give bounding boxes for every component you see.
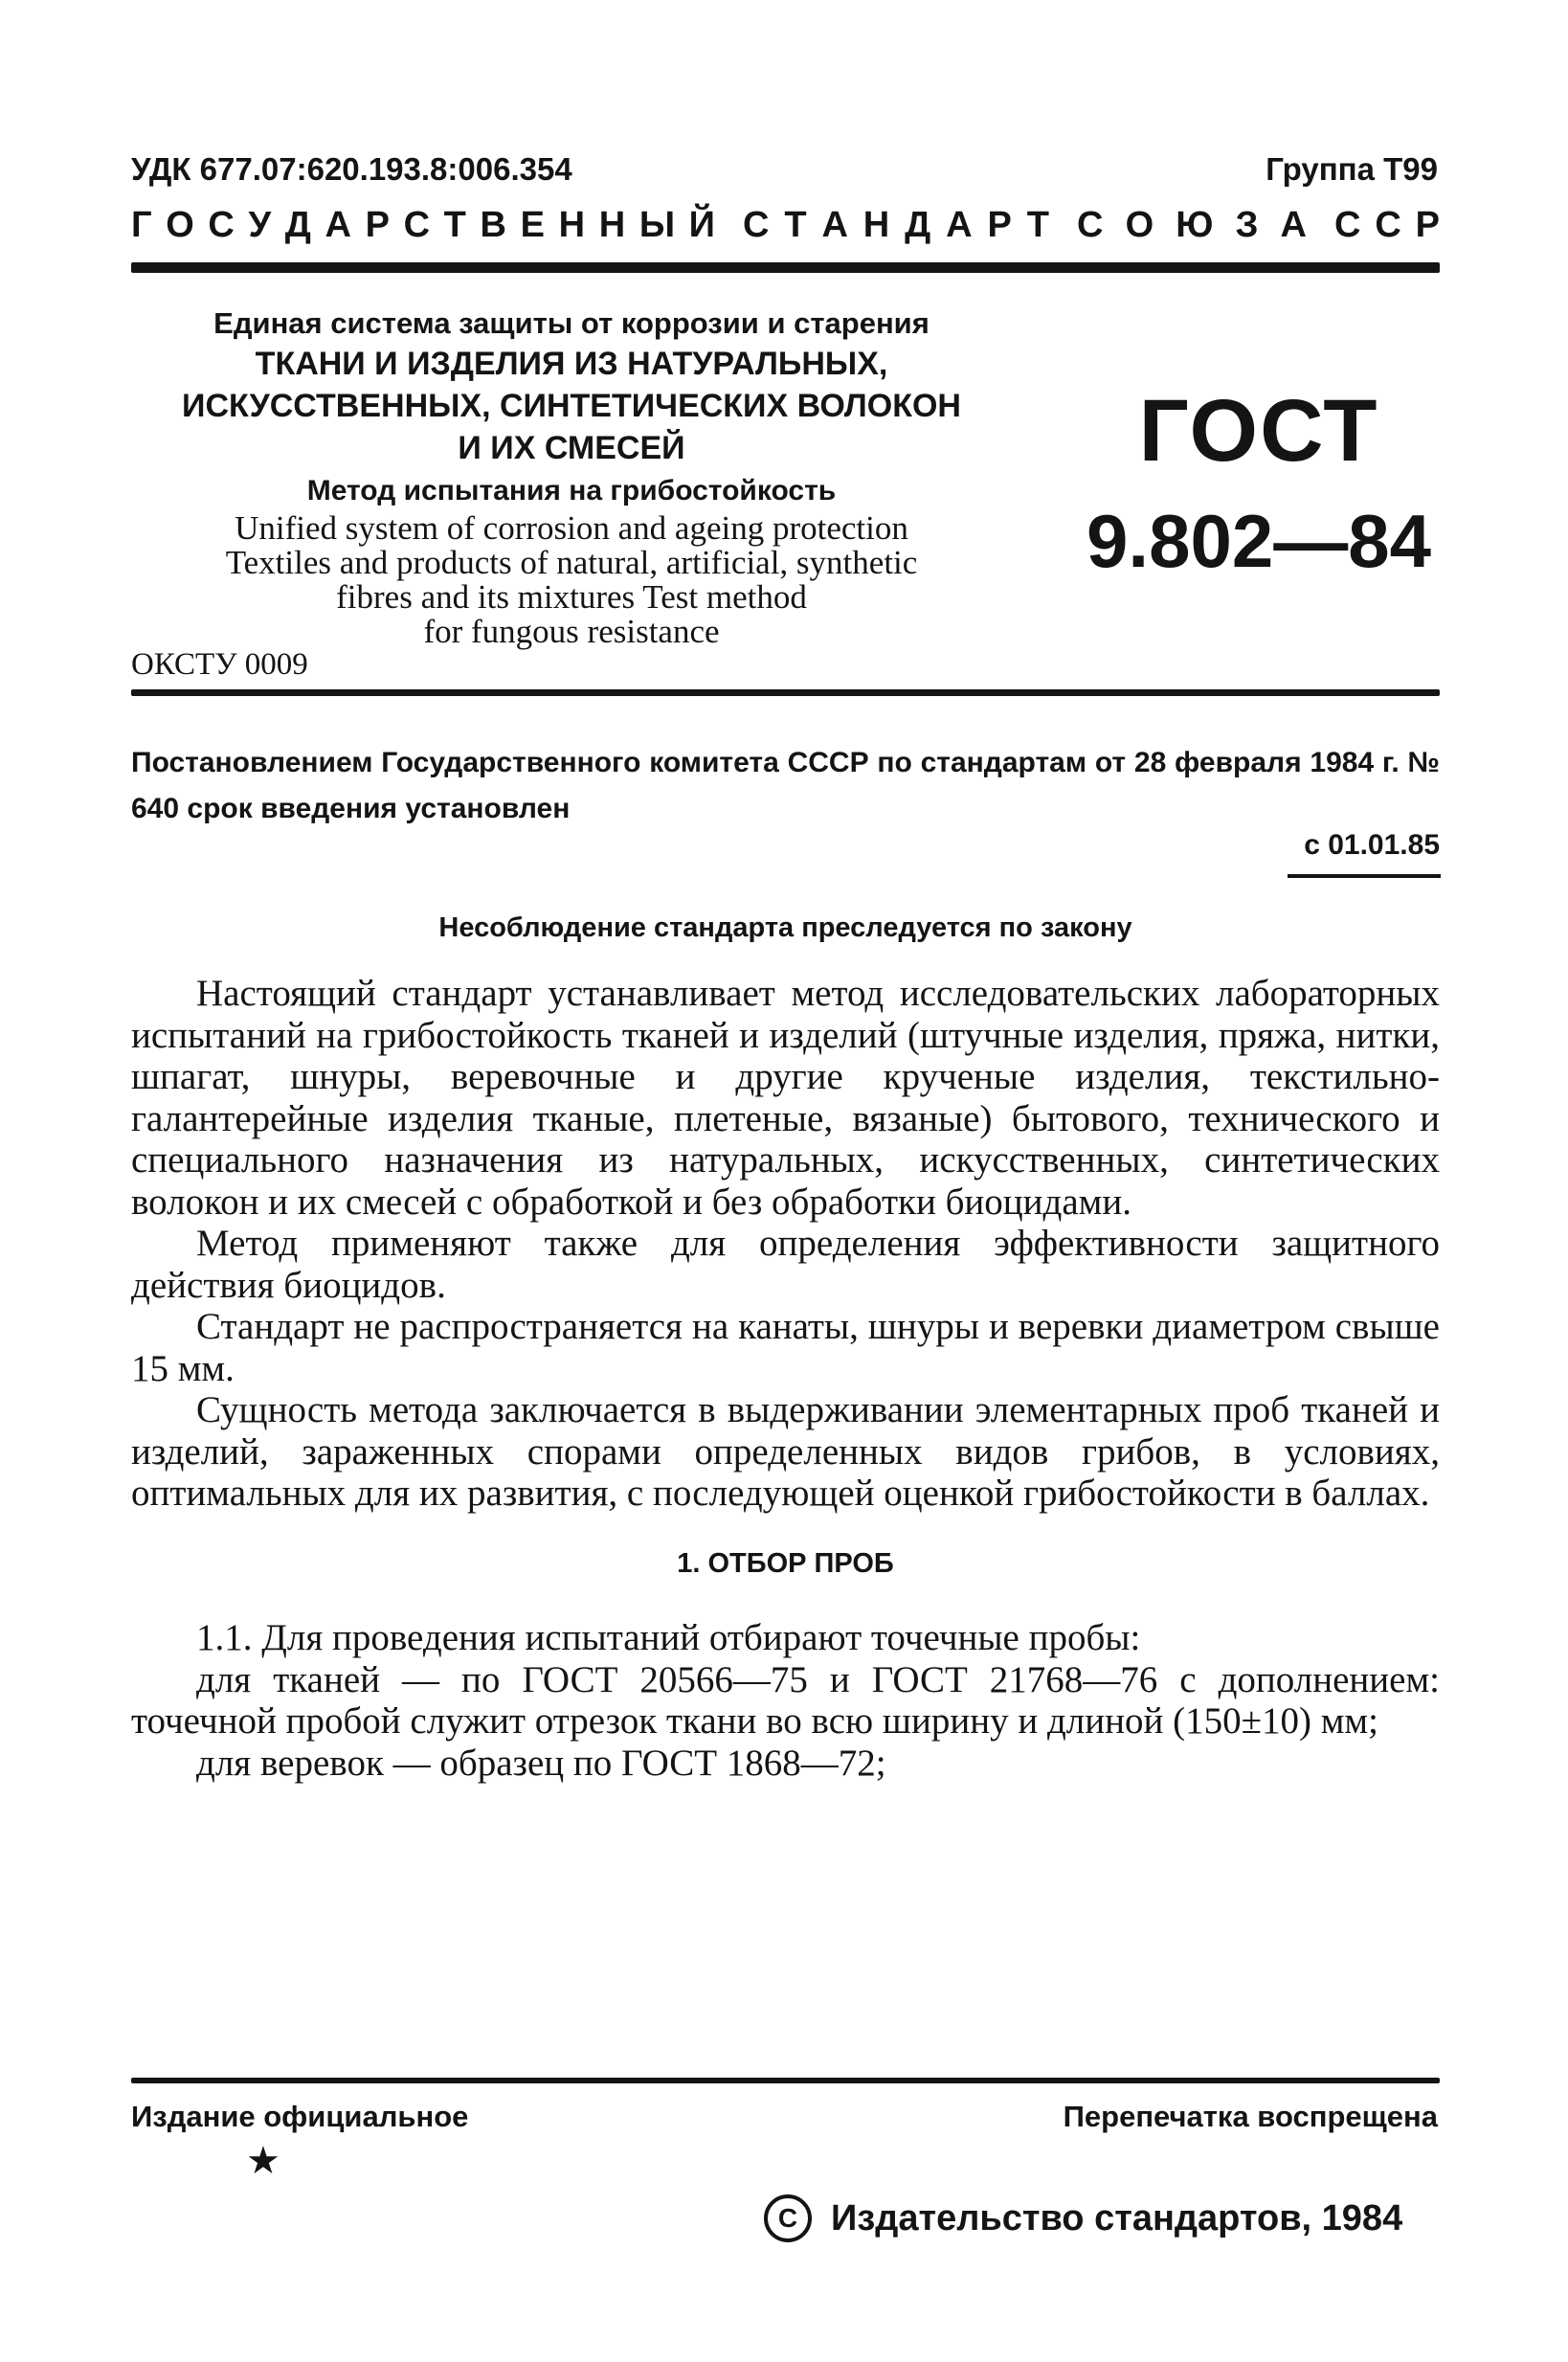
title-line: ИСКУССТВЕННЫХ, СИНТЕТИЧЕСКИХ ВОЛОКОН	[182, 388, 961, 424]
title-rule	[131, 689, 1440, 696]
english-title-line: Unified system of corrosion and ageing protection	[235, 509, 908, 547]
title-line: ТКАНИ И ИЗДЕЛИЯ ИЗ НАТУРАЛЬНЫХ,	[255, 346, 888, 382]
section-heading: 1. ОТБОР ПРОБ	[677, 1547, 894, 1579]
effective-date: с 01.01.85	[1304, 829, 1440, 861]
udk-code: УДК 677.07:620.193.8:006.354	[131, 151, 572, 187]
paragraph: Сущность метода заключается в выдерживании элементарных проб тканей и изделий, зараженных спорами определенных видов грибов, в условиях, оптимальных для их развития, с последующей оценкой грибостойкости в баллах.	[131, 1389, 1440, 1514]
banner-word: С С Р	[1334, 205, 1440, 245]
paragraph: для веревок — образец по ГОСТ 1868—72;	[196, 1742, 886, 1784]
date-underline	[1288, 874, 1441, 878]
title-block	[131, 304, 1012, 649]
banner-word: Г О С У Д А Р С Т В Е Н Н Ы Й	[131, 205, 715, 245]
paragraph: Стандарт не распространяется на канаты, шнуры и веревки диаметром свыше 15 мм.	[131, 1306, 1440, 1389]
resolution-text: Постановлением Государственного комитета СССР по стандартам от 28 февраля 1984 г. № 640 срок введения установлен	[131, 747, 1440, 824]
footer-rule	[131, 2078, 1440, 2083]
oksty-code: ОКСТУ 0009	[131, 647, 308, 682]
publisher-line	[764, 2194, 1402, 2242]
state-standard-banner	[131, 205, 1440, 246]
header-rule	[131, 262, 1440, 273]
gost-number: 9.802—84	[1086, 499, 1431, 583]
english-title-line: Textiles and products of natural, artificial, synthetic	[225, 544, 918, 581]
title-line: И ИХ СМЕСЕЙ	[458, 430, 685, 466]
paragraph: Метод применяют также для определения эффективности защитного действия биоцидов.	[131, 1223, 1440, 1306]
copyright-icon: C	[764, 2194, 812, 2242]
group-code: Группа Т99	[1266, 151, 1438, 187]
official-edition-label: Издание официальное	[131, 2100, 469, 2133]
publisher-name: Издательство стандартов, 1984	[831, 2197, 1403, 2238]
paragraph: Настоящий стандарт устанавливает метод исследовательских лабораторных испытаний на грибостойкость тканей и изделий (штучные изделия, пряжа, нитки, шпагат, шнуры, веревочные и другие крученые изделия, текстильно-галантерейные изделия тканые, плетеные, вязаные) бытового, технического и специального назначения из натуральных, искусственных, синтетических волокон и их смесей с обработкой и без обработки биоцидами.	[131, 973, 1440, 1223]
reprint-prohibited-label: Перепечатка воспрещена	[1063, 2100, 1438, 2133]
body-text	[131, 973, 1440, 1784]
english-title-line: for fungous resistance	[423, 613, 720, 650]
banner-word: С Т А Н Д А Р Т	[743, 205, 1049, 245]
english-title-line: fibres and its mixtures Test method	[336, 578, 807, 616]
star-icon: ★	[246, 2139, 280, 2182]
banner-word: С О Ю З А	[1077, 205, 1307, 245]
paragraph: для тканей — по ГОСТ 20566—75 и ГОСТ 21768—76 с дополнением: точечной пробой служит отрезок ткани во всю ширину и длиной (150±10) мм;	[131, 1658, 1440, 1742]
method-title: Метод испытания на грибостойкость	[306, 475, 837, 506]
paragraph: 1.1. Для проведения испытаний отбирают точечные пробы:	[196, 1617, 1141, 1658]
gost-label: ГОСТ	[1138, 382, 1379, 480]
legal-notice: Несоблюдение стандарта преследуется по закону	[438, 912, 1132, 943]
system-title: Единая система защиты от коррозии и старения	[213, 306, 930, 340]
